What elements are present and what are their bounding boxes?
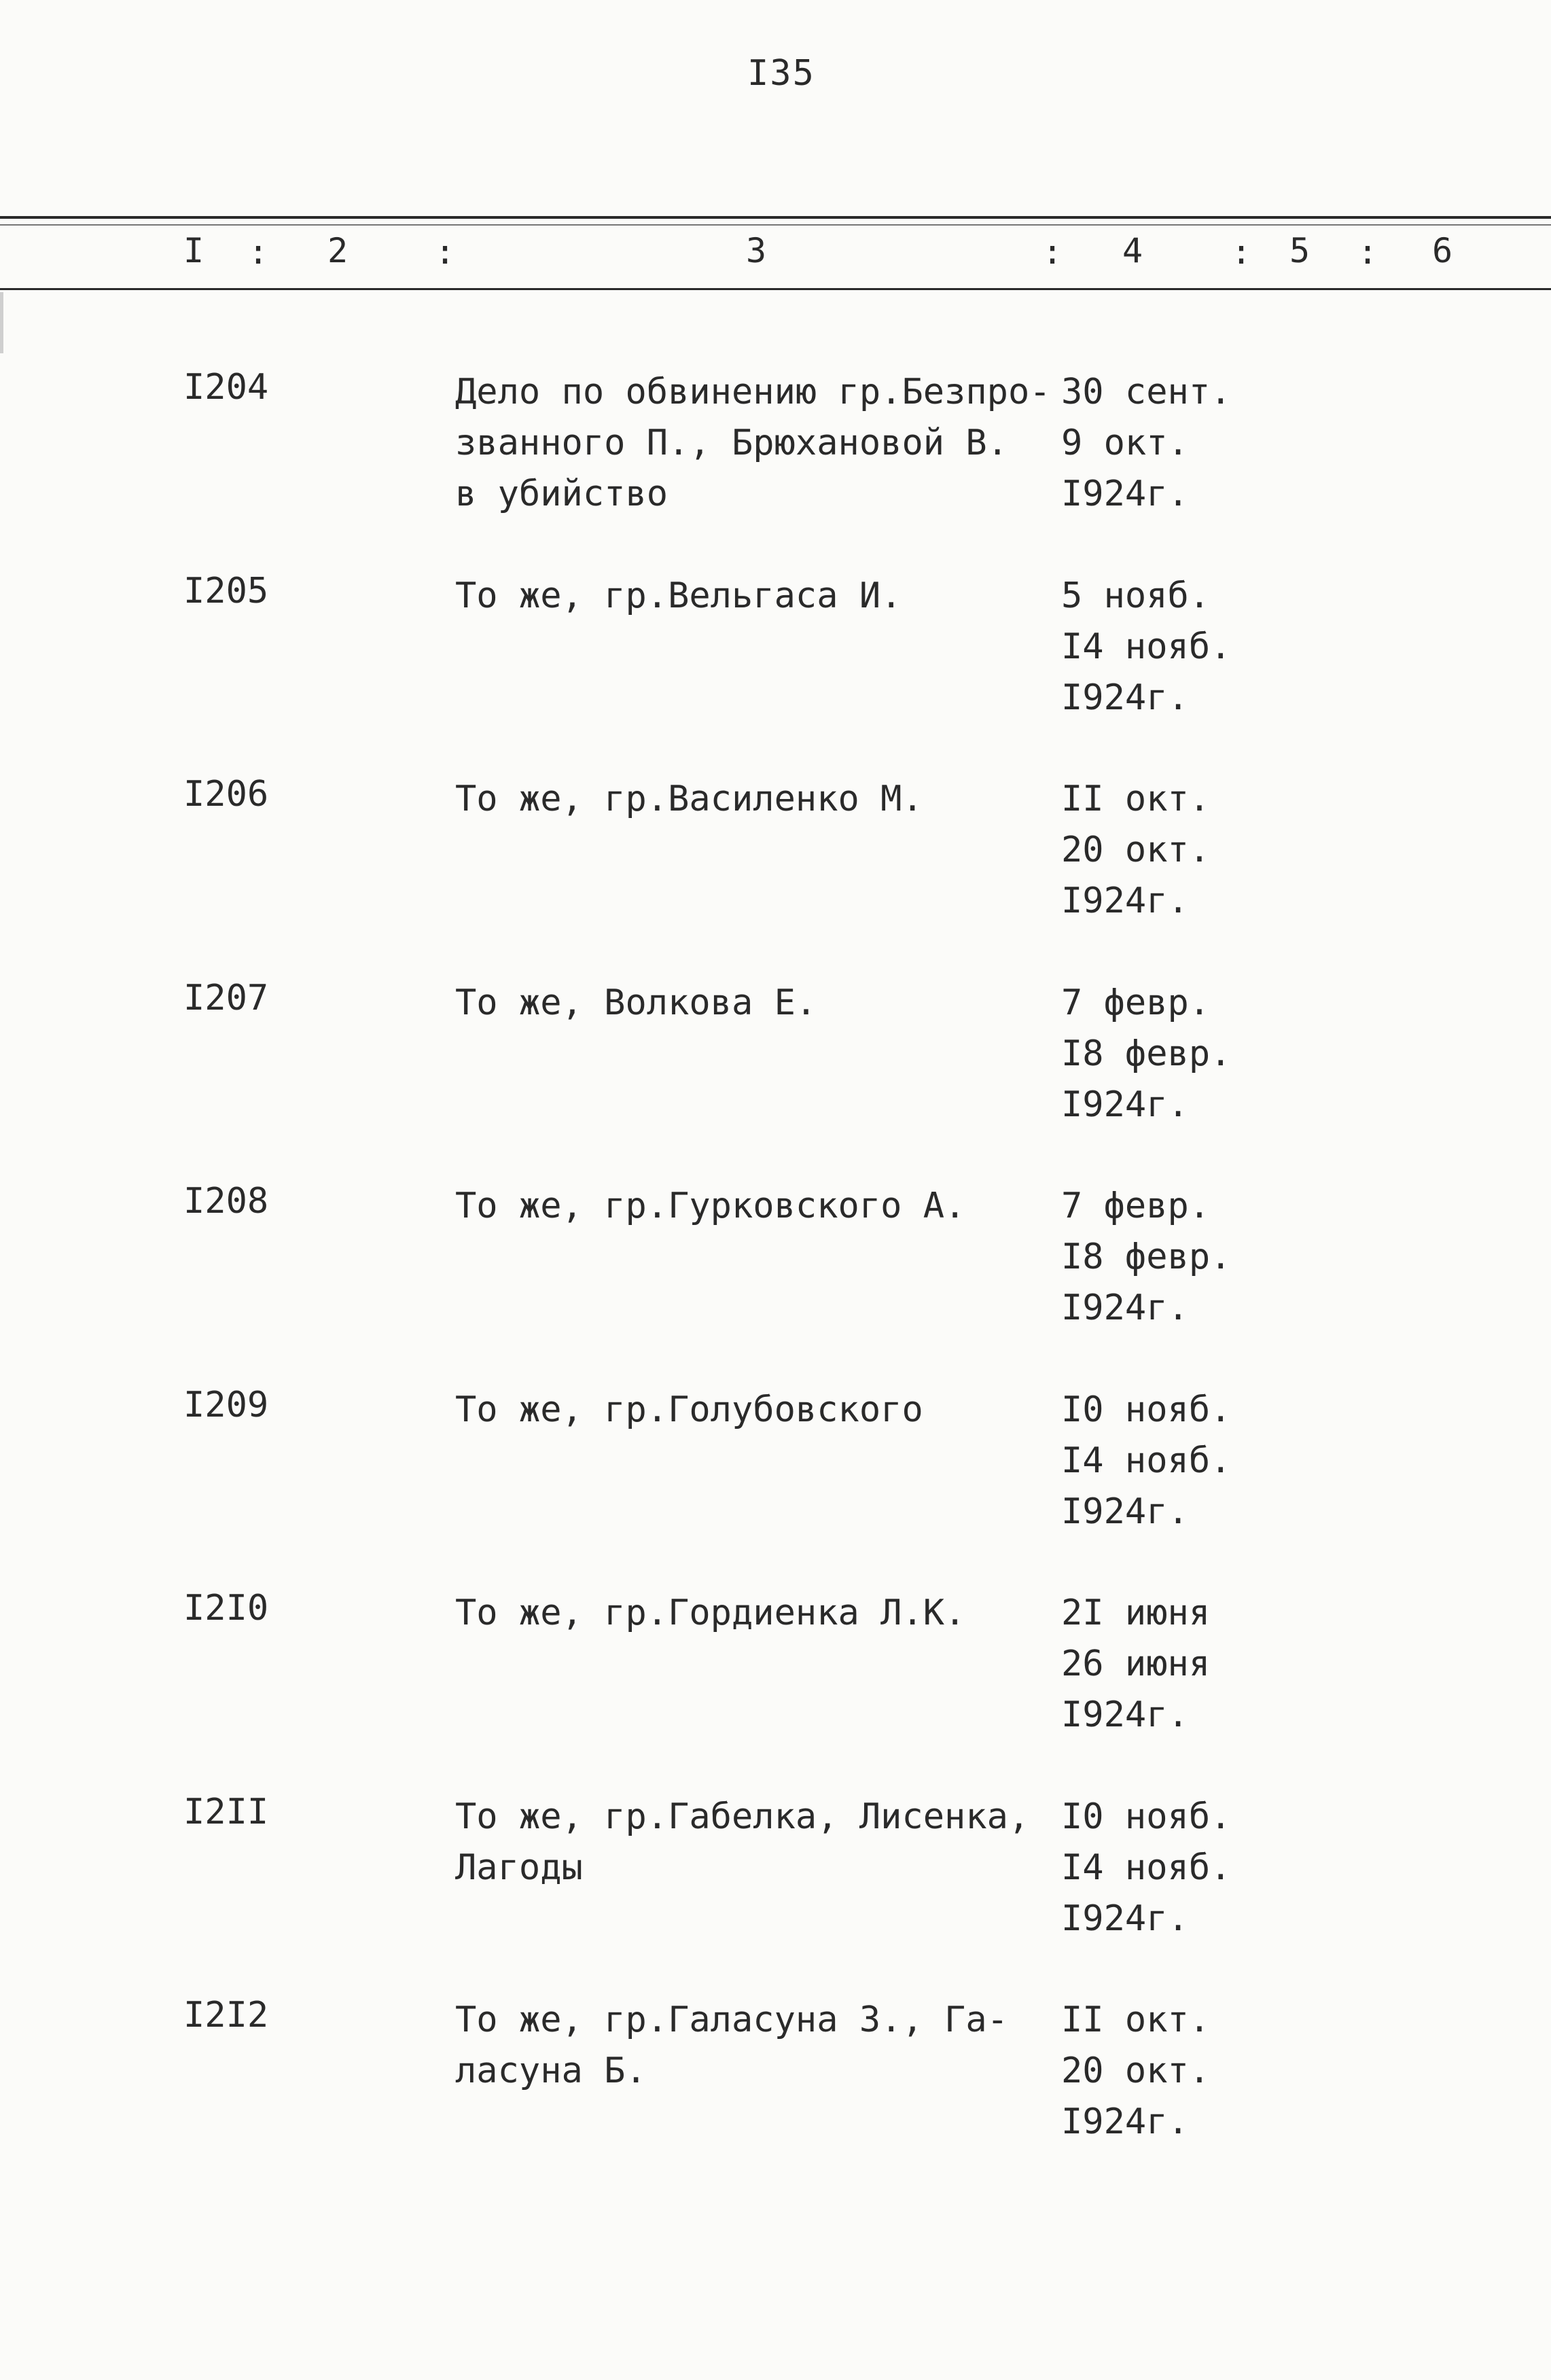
header-top-rule [0,216,1551,219]
column-header-3: 3 [746,231,767,270]
date-line: 26 июня [1061,1644,1211,1684]
column-separator: : [248,232,269,272]
description-line: То же, гр.Василенко М. [455,779,923,819]
date-line: I8 февр. [1061,1237,1232,1277]
description-line: То же, Волкова Е. [455,982,817,1023]
column-header-5: 5 [1289,231,1311,270]
date-line: 30 сент. [1061,372,1232,412]
record-number: I2II [183,1792,269,1832]
record-description [455,1588,1067,1639]
date-line: I924г. [1061,2101,1189,2142]
column-separator: : [435,232,456,272]
date-line: I924г. [1061,1287,1189,1328]
date-line: I0 нояб. [1061,1796,1232,1837]
date-line: I8 февр. [1061,1033,1232,1074]
date-line: 5 нояб. [1061,575,1211,616]
description-line: ласуна Б. [455,2050,647,2091]
record-dates [1061,1588,1210,1741]
date-line: I4 нояб. [1061,1847,1232,1888]
record-dates [1061,1385,1231,1538]
date-line: I924г. [1061,474,1189,514]
record-number: I209 [183,1385,269,1425]
date-line: I924г. [1061,1898,1189,1939]
column-separator: : [1042,232,1063,272]
record-number: I205 [183,571,269,611]
date-line: I924г. [1061,1491,1189,1532]
record-description [455,978,1067,1029]
date-line: I924г. [1061,1694,1189,1735]
description-line: То же, гр.Гурковского А. [455,1186,966,1226]
date-line: I4 нояб. [1061,1440,1232,1481]
record-number: I204 [183,367,269,408]
date-line: I4 нояб. [1061,626,1232,667]
record-number: I2I0 [183,1588,269,1629]
description-line: Дело по обвинению гр.Безпро- [455,372,1051,412]
description-line: То же, гр.Вельгаса И. [455,575,902,616]
description-line: Лагоды [455,1847,583,1888]
record-description [455,1385,1067,1436]
record-description [455,571,1067,622]
record-description [455,1792,1067,1894]
date-line: 20 окт. [1061,830,1211,870]
record-description [455,1995,1067,2097]
page-edge-mark [0,292,3,353]
date-line: 9 окт. [1061,423,1189,463]
date-line: 7 февр. [1061,1186,1211,1226]
header-bottom-rule [0,288,1551,290]
date-line: I0 нояб. [1061,1389,1232,1430]
date-line: II окт. [1061,2000,1211,2040]
record-dates [1061,774,1210,927]
description-line: То же, гр.Габелка, Лисенка, [455,1796,1030,1837]
column-separator: : [1357,232,1378,272]
date-line: I924г. [1061,677,1189,718]
record-number: I208 [183,1181,269,1222]
column-header-2: 2 [327,231,349,270]
column-separator: : [1231,232,1252,272]
record-dates [1061,978,1231,1131]
date-line: I924г. [1061,881,1189,921]
column-header-4: 4 [1122,231,1143,270]
date-line: II окт. [1061,779,1211,819]
record-number: I206 [183,774,269,815]
record-description [455,774,1067,825]
record-dates [1061,1181,1231,1334]
column-header-6: 6 [1432,231,1453,270]
date-line: 7 февр. [1061,982,1211,1023]
description-line: То же, гр.Галасуна З., Га- [455,2000,1008,2040]
date-line: 20 окт. [1061,2050,1211,2091]
record-dates [1061,367,1231,520]
record-dates [1061,1995,1210,2148]
description-line: То же, гр.Голубовского [455,1389,923,1430]
description-line: в убийство [455,474,668,514]
record-number: I207 [183,978,269,1018]
record-description [455,367,1067,520]
record-number: I2I2 [183,1995,269,2036]
record-description [455,1181,1067,1232]
record-dates [1061,1792,1231,1944]
date-line: 2I июня [1061,1593,1211,1633]
date-line: I924г. [1061,1084,1189,1125]
description-line: То же, гр.Гордиенка Л.К. [455,1593,966,1633]
column-header-1: I [183,231,204,270]
description-line: званного П., Брюхановой В. [455,423,1008,463]
record-dates [1061,571,1231,724]
page-number: I35 [747,53,815,94]
header-top-rule-secondary [0,224,1551,226]
